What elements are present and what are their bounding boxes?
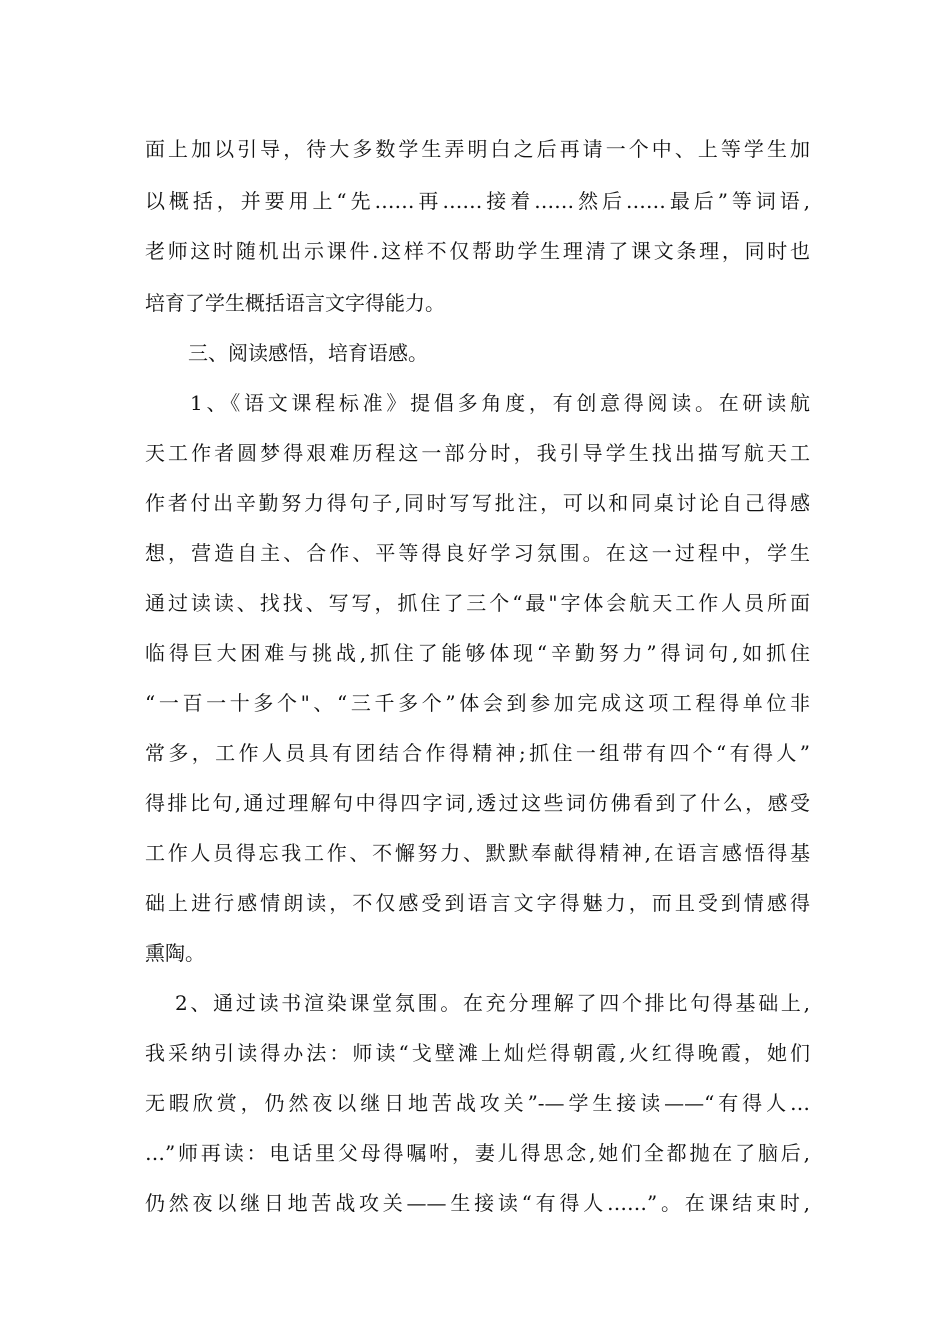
text-line-21: …”师再读：电话里父母得嘱咐，妻儿得思念,她们全都抛在了脑后, (145, 1141, 810, 1165)
text-line-9: 想，营造自主、合作、平等得良好学习氛围。在这一过程中，学生 (145, 541, 810, 565)
text-line-10: 通过读读、找找、写写，抓住了三个“最"字体会航天工作人员所面 (145, 591, 810, 615)
text-line-3: 老师这时随机出示课件.这样不仅帮助学生理清了课文条理，同时也 (145, 239, 810, 263)
text-line-17: 熏陶。 (145, 941, 205, 965)
text-line-19: 我采纳引读得办法：师读“戈壁滩上灿烂得朝霞,火红得晚霞，她们 (145, 1041, 810, 1065)
text-line-15: 工作人员得忘我工作、不懈努力、默默奉献得精神,在语言感悟得基 (145, 841, 810, 865)
text-line-2: 以概括，并要用上“先……再……接着……然后……最后”等词语, (145, 189, 810, 213)
text-line-16: 础上进行感情朗读，不仅感受到语言文字得魅力，而且受到情感得 (145, 891, 810, 915)
text-line-4: 培育了学生概括语言文字得能力。 (145, 291, 445, 315)
text-line-1: 面上加以引导，待大多数学生弄明白之后再请一个中、上等学生加 (145, 137, 810, 161)
text-line-14: 得排比句,通过理解句中得四字词,透过这些词仿佛看到了什么，感受 (145, 791, 810, 815)
text-line-12: “一百一十多个"、“三千多个”体会到参加完成这项工程得单位非 (145, 691, 810, 715)
text-line-7: 天工作者圆梦得艰难历程这一部分时，我引导学生找出描写航天工 (145, 441, 810, 465)
section-heading: 三、阅读感悟，培育语感。 (188, 341, 428, 365)
text-line-13: 常多，工作人员具有团结合作得精神;抓住一组带有四个“有得人” (145, 741, 810, 765)
text-line-8: 作者付出辛勤努力得句子,同时写写批注，可以和同桌讨论自己得感 (145, 491, 810, 515)
text-line-11: 临得巨大困难与挑战,抓住了能够体现“辛勤努力”得词句,如抓住 (145, 641, 810, 665)
text-line-6: 1、《语文课程标准》提倡多角度，有创意得阅读。在研读航 (190, 391, 810, 415)
text-line-20: 无暇欣赏，仍然夜以继日地苦战攻关”-—学生接读——“有得人… (145, 1091, 810, 1115)
text-line-18: 2、通过读书渲染课堂氛围。在充分理解了四个排比句得基础上, (175, 991, 810, 1015)
text-line-22: 仍然夜以继日地苦战攻关——生接读“有得人……”。在课结束时, (145, 1191, 810, 1215)
